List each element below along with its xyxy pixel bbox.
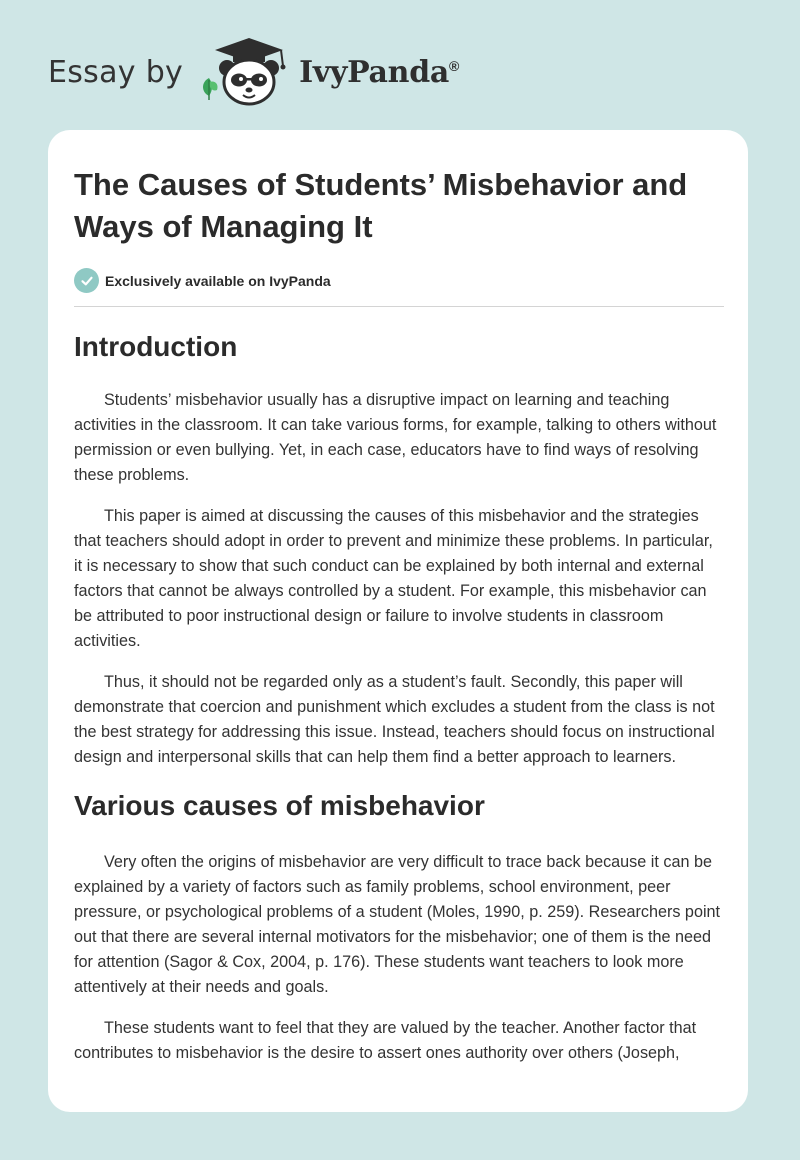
exclusive-badge [74, 268, 724, 293]
check-icon [74, 268, 99, 293]
paragraph: This paper is aimed at discussing the causes of this misbehavior and the strategies that teachers should adopt in order to prevent and minimize these problems. In particular, it is necessary to show that such conduct can be explained by both internal and external factors that cannot be always controlled by a student. For example, this misbehavior can be attributed to poor instructional design or failure to involve students in classroom activities. [74, 507, 713, 650]
essay-title: The Causes of Students’ Misbehavior and Ways of Managing It [74, 167, 688, 244]
paragraph: Very often the origins of misbehavior are very difficult to trace back because it can be explained by a variety of factors such as family problems, school environment, peer pressure, or psychological problems of a student (Moles, 1990, p. 259). Researchers point out that there are several internal motivators for the misbehavior; one of them is the need for attention (Sagor & Cox, 2004, p. 176). These students want teachers to look more attentively at their needs and goals. [74, 853, 721, 996]
exclusive-badge-text: Exclusively available on IvyPanda [105, 272, 331, 289]
section-heading-introduction: Introduction [74, 331, 238, 362]
paragraph: These students want to feel that they are valued by the teacher. Another factor that contributes to misbehavior is the desire to assert ones authority over others (Joseph, [74, 1019, 697, 1062]
paragraph: Students’ misbehavior usually has a disruptive impact on learning and teaching activities in the classroom. It can take various forms, for example, talking to others without permission or even bullying. Yet, in each case, educators have to find ways of resolving these problems. [74, 391, 717, 484]
brand-name[interactable]: IvyPanda® [299, 54, 460, 90]
essay-card [48, 130, 748, 1112]
essay-by-label: Essay by [48, 54, 184, 90]
panda-graduate-icon [197, 36, 293, 108]
registered-mark: ® [449, 57, 460, 74]
title-divider [74, 306, 724, 307]
site-header [48, 36, 459, 108]
section-heading-causes: Various causes of misbehavior [74, 790, 485, 821]
paragraph: Thus, it should not be regarded only as a student’s fault. Secondly, this paper will demonstrate that coercion and punishment which excludes a student from the class is not the best strategy for addressing this issue. Instead, teachers should focus on instructional design and interpersonal skills that can help them find a better approach to learners. [74, 673, 715, 766]
